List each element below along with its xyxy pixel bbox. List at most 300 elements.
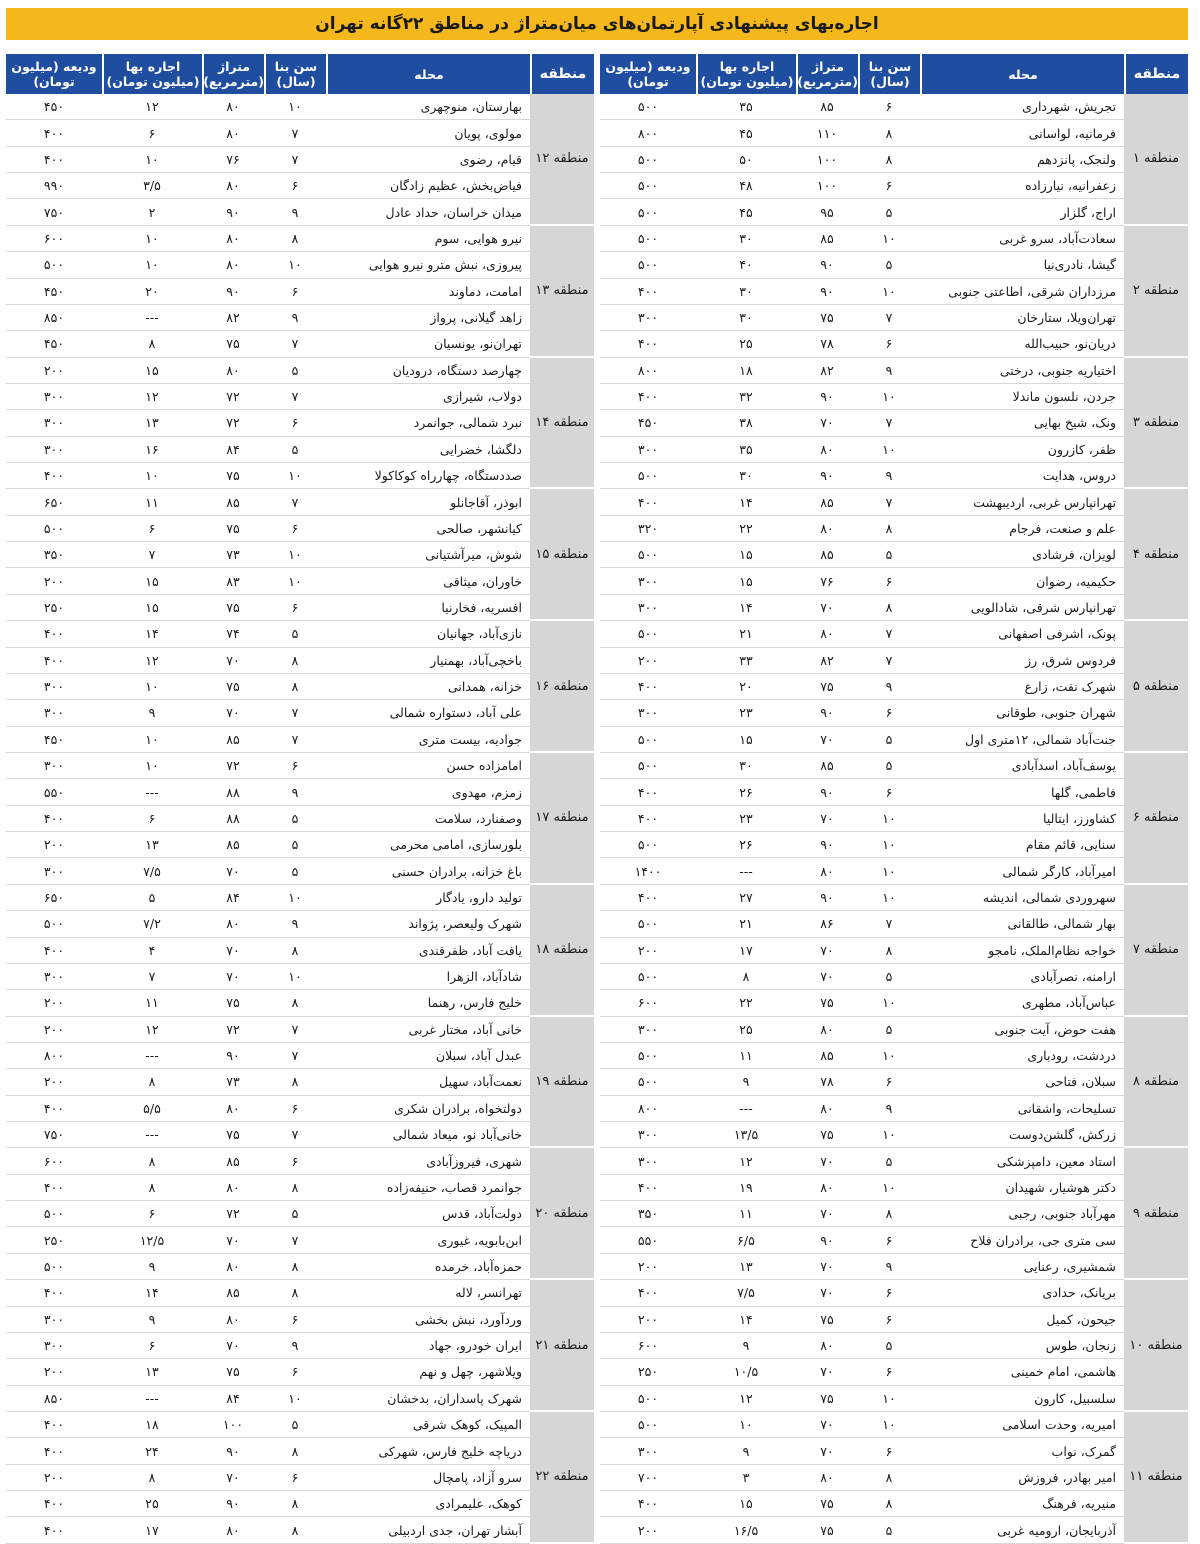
deposit-cell: ۵۰۰ xyxy=(600,226,696,252)
area-cell: ۷۵ xyxy=(796,674,858,700)
table-row xyxy=(6,384,594,410)
deposit-cell: ۹۹۰ xyxy=(6,173,102,199)
neighborhood-cell: شهری، فیروزآبادی xyxy=(326,1148,530,1174)
age-cell: ۶ xyxy=(264,595,326,621)
age-cell: ۶ xyxy=(264,173,326,199)
age-cell: ۸ xyxy=(858,516,920,542)
table-row xyxy=(600,1359,1188,1385)
header-neighborhood: محله xyxy=(326,54,530,94)
rent-cell: --- xyxy=(102,1122,202,1148)
deposit-cell: ۷۵۰ xyxy=(6,199,102,225)
age-cell: ۹ xyxy=(858,674,920,700)
age-cell: ۵ xyxy=(264,358,326,384)
age-cell: ۸ xyxy=(858,1465,920,1491)
age-cell: ۵ xyxy=(264,832,326,858)
rent-cell: ۹ xyxy=(696,1333,796,1359)
deposit-cell: ۲۰۰ xyxy=(6,1465,102,1491)
neighborhood-cell: نبرد شمالی، جوانمرد xyxy=(326,410,530,436)
table-row xyxy=(600,358,1188,384)
rent-cell: ۱۶ xyxy=(102,437,202,463)
table-row xyxy=(6,1412,594,1438)
deposit-cell: ۴۰۰ xyxy=(6,1491,102,1517)
deposit-cell: ۴۰۰ xyxy=(6,648,102,674)
deposit-cell: ۴۰۰ xyxy=(600,489,696,515)
neighborhood-cell: زنجان، طوس xyxy=(920,1333,1124,1359)
table-row xyxy=(600,173,1188,199)
rent-cell: ۷/۵ xyxy=(696,1280,796,1306)
table-row xyxy=(600,990,1188,1016)
area-cell: ۹۰ xyxy=(796,885,858,911)
neighborhood-cell: زاهد گیلانی، پرواز xyxy=(326,305,530,331)
age-cell: ۱۰ xyxy=(858,806,920,832)
neighborhood-cell: وردآورد، نبش بخشی xyxy=(326,1307,530,1333)
table-row xyxy=(600,463,1188,489)
age-cell: ۸ xyxy=(264,1069,326,1095)
region-cell: منطقه ۸ xyxy=(1124,1017,1188,1149)
deposit-cell: ۵۰۰ xyxy=(600,832,696,858)
deposit-cell: ۴۰۰ xyxy=(6,463,102,489)
table-row xyxy=(600,1122,1188,1148)
rent-cell: ۱۴ xyxy=(102,1280,202,1306)
area-cell: ۸۰ xyxy=(796,858,858,884)
rent-cell: --- xyxy=(102,1043,202,1069)
area-cell: ۸۲ xyxy=(796,358,858,384)
rent-cell: ۳۲ xyxy=(696,384,796,410)
age-cell: ۷ xyxy=(858,489,920,515)
area-cell: ۸۶ xyxy=(796,911,858,937)
region-cell: منطقه ۱ xyxy=(1124,94,1188,226)
neighborhood-cell: علم و صنعت، فرجام xyxy=(920,516,1124,542)
neighborhood-cell: نعمت‌آباد، سهیل xyxy=(326,1069,530,1095)
neighborhood-cell: لویزان، فرشادی xyxy=(920,542,1124,568)
rent-cell: ۳۵ xyxy=(696,94,796,120)
age-cell: ۱۰ xyxy=(264,964,326,990)
rent-cell: ۹ xyxy=(696,1438,796,1464)
table-row xyxy=(600,331,1188,357)
deposit-cell: ۴۰۰ xyxy=(600,779,696,805)
neighborhood-cell: خانی‌آباد نو، میعاد شمالی xyxy=(326,1122,530,1148)
neighborhood-cell: آبشار تهران، جدی اردبیلی xyxy=(326,1517,530,1543)
deposit-cell: ۴۵۰ xyxy=(6,727,102,753)
area-cell: ۷۵ xyxy=(202,990,264,1016)
table-row xyxy=(600,94,1188,120)
deposit-cell: ۴۰۰ xyxy=(600,1280,696,1306)
area-cell: ۷۸ xyxy=(796,1069,858,1095)
age-cell: ۹ xyxy=(858,358,920,384)
area-cell: ۷۰ xyxy=(202,648,264,674)
neighborhood-cell: تسلیحات، واشقانی xyxy=(920,1096,1124,1122)
table-row xyxy=(600,648,1188,674)
table-row xyxy=(6,1227,594,1253)
deposit-cell: ۴۵۰ xyxy=(600,410,696,436)
neighborhood-cell: کیانشهر، صالحی xyxy=(326,516,530,542)
header-rent: اجاره بها (میلیون تومان) xyxy=(102,54,202,94)
area-cell: ۷۵ xyxy=(796,1517,858,1543)
age-cell: ۱۰ xyxy=(264,252,326,278)
rent-cell: ۱۰ xyxy=(102,463,202,489)
table-row xyxy=(600,1307,1188,1333)
deposit-cell: ۲۵۰ xyxy=(600,1359,696,1385)
area-cell: ۷۰ xyxy=(796,1201,858,1227)
age-cell: ۶ xyxy=(264,1096,326,1122)
neighborhood-cell: تهران‌ویلا، ستارخان xyxy=(920,305,1124,331)
table-row xyxy=(600,1201,1188,1227)
header-deposit: ودیعه (میلیون تومان) xyxy=(6,54,102,94)
area-cell: ۱۰۰ xyxy=(796,173,858,199)
neighborhood-cell: ولنجک، پانزدهم xyxy=(920,147,1124,173)
neighborhood-cell: وصفنارد، سلامت xyxy=(326,806,530,832)
deposit-cell: ۶۰۰ xyxy=(6,226,102,252)
rent-cell: ۶ xyxy=(102,1201,202,1227)
table-row xyxy=(6,648,594,674)
deposit-cell: ۳۰۰ xyxy=(600,1148,696,1174)
deposit-cell: ۵۰۰ xyxy=(600,727,696,753)
table-row xyxy=(6,1043,594,1069)
deposit-cell: ۴۰۰ xyxy=(600,279,696,305)
age-cell: ۹ xyxy=(858,1254,920,1280)
neighborhood-cell: بریانک، حدادی xyxy=(920,1280,1124,1306)
region-cell: منطقه ۱۸ xyxy=(530,885,594,1017)
header-age: سن بنا (سال) xyxy=(858,54,920,94)
rent-cell: ۴۸ xyxy=(696,173,796,199)
area-cell: ۷۵ xyxy=(202,595,264,621)
rent-cell: ۱۲ xyxy=(696,1386,796,1412)
neighborhood-cell: صددستگاه، چهارراه کوکاکولا xyxy=(326,463,530,489)
age-cell: ۶ xyxy=(858,1359,920,1385)
rent-cell: ۲۵ xyxy=(102,1491,202,1517)
rent-cell: ۴۵ xyxy=(696,199,796,225)
table-row xyxy=(6,964,594,990)
neighborhood-cell: ویلاشهر، چهل و نهم xyxy=(326,1359,530,1385)
table-row xyxy=(600,858,1188,884)
area-cell: ۷۴ xyxy=(202,621,264,647)
neighborhood-cell: علی آباد، دستواره شمالی xyxy=(326,700,530,726)
deposit-cell: ۵۰۰ xyxy=(600,173,696,199)
neighborhood-cell: نیرو هوایی، سوم xyxy=(326,226,530,252)
rent-cell: ۶ xyxy=(102,516,202,542)
deposit-cell: ۴۰۰ xyxy=(6,938,102,964)
rent-cell: ۱۵ xyxy=(102,595,202,621)
deposit-cell: ۵۰۰ xyxy=(600,147,696,173)
age-cell: ۶ xyxy=(858,1438,920,1464)
table-row xyxy=(6,489,594,515)
table-row xyxy=(6,1148,594,1174)
area-cell: ۸۴ xyxy=(202,885,264,911)
area-cell: ۸۰ xyxy=(796,621,858,647)
age-cell: ۸ xyxy=(264,1517,326,1543)
area-cell: ۹۰ xyxy=(796,832,858,858)
deposit-cell: ۴۵۰ xyxy=(6,331,102,357)
rent-cell: --- xyxy=(102,779,202,805)
table-row xyxy=(6,437,594,463)
age-cell: ۷ xyxy=(858,410,920,436)
neighborhood-cell: شوش، میرآشتیانی xyxy=(326,542,530,568)
age-cell: ۹ xyxy=(264,199,326,225)
area-cell: ۸۵ xyxy=(796,753,858,779)
area-cell: ۸۰ xyxy=(202,1096,264,1122)
neighborhood-cell: هاشمی، امام خمینی xyxy=(920,1359,1124,1385)
deposit-cell: ۲۰۰ xyxy=(6,1069,102,1095)
table-row xyxy=(6,1254,594,1280)
deposit-cell: ۲۰۰ xyxy=(600,938,696,964)
rent-cell: ۱۵ xyxy=(696,542,796,568)
deposit-cell: ۶۰۰ xyxy=(6,1148,102,1174)
age-cell: ۷ xyxy=(264,384,326,410)
rent-cell: ۱۲ xyxy=(102,384,202,410)
deposit-cell: ۲۰۰ xyxy=(6,1017,102,1043)
rent-cell: ۳۰ xyxy=(696,463,796,489)
deposit-cell: ۳۰۰ xyxy=(6,1333,102,1359)
rent-cell: ۵/۵ xyxy=(102,1096,202,1122)
deposit-cell: ۳۰۰ xyxy=(6,384,102,410)
region-cell: منطقه ۶ xyxy=(1124,753,1188,885)
age-cell: ۷ xyxy=(264,331,326,357)
age-cell: ۶ xyxy=(264,516,326,542)
age-cell: ۷ xyxy=(264,1122,326,1148)
age-cell: ۵ xyxy=(264,1412,326,1438)
table-row xyxy=(600,1254,1188,1280)
table-row xyxy=(6,779,594,805)
deposit-cell: ۵۰۰ xyxy=(600,1043,696,1069)
neighborhood-cell: اراج، گلزار xyxy=(920,199,1124,225)
rent-cell: ۱۳ xyxy=(102,410,202,436)
rent-table-left xyxy=(6,54,594,1544)
rent-cell: ۱۴ xyxy=(696,1307,796,1333)
area-cell: ۷۰ xyxy=(796,1148,858,1174)
age-cell: ۵ xyxy=(858,542,920,568)
deposit-cell: ۵۰۰ xyxy=(600,1386,696,1412)
deposit-cell: ۵۰۰ xyxy=(6,1201,102,1227)
table-row xyxy=(600,1043,1188,1069)
deposit-cell: ۶۰۰ xyxy=(600,1333,696,1359)
table-row xyxy=(6,1280,594,1306)
area-cell: ۹۵ xyxy=(796,199,858,225)
age-cell: ۶ xyxy=(858,568,920,594)
age-cell: ۷ xyxy=(858,648,920,674)
rent-cell: ۱۴ xyxy=(696,489,796,515)
table-row xyxy=(600,226,1188,252)
table-row xyxy=(6,94,594,120)
area-cell: ۷۰ xyxy=(796,964,858,990)
neighborhood-cell: دروس، هدایت xyxy=(920,463,1124,489)
age-cell: ۵ xyxy=(858,1017,920,1043)
table-row xyxy=(600,1386,1188,1412)
neighborhood-cell: دلگشا، خضرایی xyxy=(326,437,530,463)
region-cell: منطقه ۴ xyxy=(1124,489,1188,621)
age-cell: ۸ xyxy=(264,990,326,1016)
rent-cell: ۲۰ xyxy=(102,279,202,305)
table-row xyxy=(6,858,594,884)
age-cell: ۵ xyxy=(858,252,920,278)
neighborhood-cell: تولید دارو، یادگار xyxy=(326,885,530,911)
table-row xyxy=(6,621,594,647)
age-cell: ۵ xyxy=(264,806,326,832)
rent-cell: ۴ xyxy=(102,938,202,964)
table-row xyxy=(600,753,1188,779)
age-cell: ۸ xyxy=(264,674,326,700)
table-row xyxy=(6,911,594,937)
neighborhood-cell: نازی‌آباد، جهانیان xyxy=(326,621,530,647)
header-age: سن بنا (سال) xyxy=(264,54,326,94)
table-row xyxy=(6,410,594,436)
rent-cell: ۹ xyxy=(102,1307,202,1333)
table-row xyxy=(6,463,594,489)
area-cell: ۷۳ xyxy=(202,1069,264,1095)
age-cell: ۶ xyxy=(264,410,326,436)
deposit-cell: ۵۰۰ xyxy=(6,516,102,542)
rent-cell: ۳۵ xyxy=(696,437,796,463)
rent-cell: ۳۰ xyxy=(696,753,796,779)
area-cell: ۷۵ xyxy=(796,1122,858,1148)
area-cell: ۷۵ xyxy=(796,1491,858,1517)
rent-cell: ۱۰/۵ xyxy=(696,1359,796,1385)
area-cell: ۸۰ xyxy=(796,1333,858,1359)
area-cell: ۷۰ xyxy=(796,938,858,964)
table-row xyxy=(6,1307,594,1333)
area-cell: ۸۸ xyxy=(202,806,264,832)
neighborhood-cell: تهرانپارس غربی، اردیبهشت xyxy=(920,489,1124,515)
area-cell: ۸۰ xyxy=(202,226,264,252)
age-cell: ۵ xyxy=(264,437,326,463)
age-cell: ۶ xyxy=(264,1359,326,1385)
deposit-cell: ۳۰۰ xyxy=(600,437,696,463)
area-cell: ۸۰ xyxy=(202,252,264,278)
neighborhood-cell: چهارصد دستگاه، درودیان xyxy=(326,358,530,384)
area-cell: ۹۰ xyxy=(202,199,264,225)
neighborhood-cell: شهرک نفت، زارع xyxy=(920,674,1124,700)
deposit-cell: ۴۰۰ xyxy=(6,1096,102,1122)
table-row xyxy=(600,779,1188,805)
deposit-cell: ۴۰۰ xyxy=(6,806,102,832)
region-cell: منطقه ۱۲ xyxy=(530,94,594,226)
deposit-cell: ۵۰۰ xyxy=(600,621,696,647)
table-row xyxy=(6,1069,594,1095)
deposit-cell: ۵۰۰ xyxy=(600,542,696,568)
deposit-cell: ۳۰۰ xyxy=(600,700,696,726)
rent-cell: ۱۰ xyxy=(102,147,202,173)
area-cell: ۱۰۰ xyxy=(202,1412,264,1438)
table-row xyxy=(600,305,1188,331)
deposit-cell: ۱۴۰۰ xyxy=(600,858,696,884)
age-cell: ۶ xyxy=(264,1465,326,1491)
table-row xyxy=(600,1096,1188,1122)
deposit-cell: ۵۰۰ xyxy=(6,911,102,937)
deposit-cell: ۵۰۰ xyxy=(6,1254,102,1280)
area-cell: ۷۶ xyxy=(796,568,858,594)
area-cell: ۷۰ xyxy=(796,1412,858,1438)
table-row xyxy=(600,1438,1188,1464)
rent-cell: ۲۰ xyxy=(696,674,796,700)
age-cell: ۸ xyxy=(858,1491,920,1517)
rent-cell: ۱۰ xyxy=(696,1412,796,1438)
neighborhood-cell: دریاچه خلیج فارس، شهرکی xyxy=(326,1438,530,1464)
rent-cell: ۷/۵ xyxy=(102,858,202,884)
neighborhood-cell: گیشا، نادری‌نیا xyxy=(920,252,1124,278)
rent-cell: ۱۰ xyxy=(102,674,202,700)
rent-cell: ۱۰ xyxy=(102,226,202,252)
rent-cell: ۳/۵ xyxy=(102,173,202,199)
area-cell: ۸۵ xyxy=(796,542,858,568)
age-cell: ۶ xyxy=(858,1227,920,1253)
table-row xyxy=(600,885,1188,911)
rent-cell: ۱۰ xyxy=(102,727,202,753)
area-cell: ۷۰ xyxy=(796,1438,858,1464)
deposit-cell: ۴۰۰ xyxy=(6,1280,102,1306)
table-row xyxy=(600,1069,1188,1095)
neighborhood-cell: امیریه، وحدت اسلامی xyxy=(920,1412,1124,1438)
region-cell: منطقه ۳ xyxy=(1124,358,1188,490)
rent-cell: ۵ xyxy=(102,885,202,911)
neighborhood-cell: زعفرانیه، نیارزاده xyxy=(920,173,1124,199)
age-cell: ۸ xyxy=(858,120,920,146)
age-cell: ۷ xyxy=(264,489,326,515)
age-cell: ۱۰ xyxy=(858,437,920,463)
table-row xyxy=(6,806,594,832)
table-row xyxy=(6,674,594,700)
header-area: متراژ (مترمربع) xyxy=(796,54,858,94)
table-row xyxy=(600,1148,1188,1174)
age-cell: ۹ xyxy=(858,1096,920,1122)
left-panel xyxy=(6,54,594,1544)
deposit-cell: ۵۰۰ xyxy=(600,964,696,990)
age-cell: ۱۰ xyxy=(858,1386,920,1412)
age-cell: ۱۰ xyxy=(264,885,326,911)
rent-cell: ۳ xyxy=(696,1465,796,1491)
area-cell: ۸۵ xyxy=(202,832,264,858)
deposit-cell: ۲۰۰ xyxy=(600,648,696,674)
area-cell: ۸۵ xyxy=(202,1280,264,1306)
rent-cell: ۱۲/۵ xyxy=(102,1227,202,1253)
area-cell: ۸۰ xyxy=(202,1307,264,1333)
deposit-cell: ۲۵۰ xyxy=(6,1227,102,1253)
rent-cell: ۲۳ xyxy=(696,806,796,832)
age-cell: ۶ xyxy=(264,1148,326,1174)
rent-cell: ۱۶/۵ xyxy=(696,1517,796,1543)
rent-cell: ۲ xyxy=(102,199,202,225)
neighborhood-cell: کشاورز، ایتالیا xyxy=(920,806,1124,832)
area-cell: ۹۰ xyxy=(796,1227,858,1253)
age-cell: ۶ xyxy=(858,1307,920,1333)
neighborhood-cell: المپیک، کوهک شرقی xyxy=(326,1412,530,1438)
rent-cell: ۲۲ xyxy=(696,516,796,542)
neighborhood-cell: خاوران، میثاقی xyxy=(326,568,530,594)
rent-cell: ۱۵ xyxy=(102,358,202,384)
rent-cell: ۸ xyxy=(102,1069,202,1095)
deposit-cell: ۵۵۰ xyxy=(6,779,102,805)
age-cell: ۷ xyxy=(264,727,326,753)
area-cell: ۸۰ xyxy=(202,911,264,937)
table-row xyxy=(600,1491,1188,1517)
age-cell: ۵ xyxy=(264,1201,326,1227)
region-cell: منطقه ۲۰ xyxy=(530,1148,594,1280)
age-cell: ۶ xyxy=(858,1280,920,1306)
rent-cell: --- xyxy=(696,858,796,884)
header-region: منطقه xyxy=(530,54,594,94)
right-panel xyxy=(600,54,1188,1544)
deposit-cell: ۳۰۰ xyxy=(600,1017,696,1043)
area-cell: ۷۰ xyxy=(202,938,264,964)
rent-cell: ۶ xyxy=(102,120,202,146)
neighborhood-cell: شهرک پاسداران، بدخشان xyxy=(326,1386,530,1412)
region-cell: منطقه ۱۴ xyxy=(530,358,594,490)
table-row xyxy=(6,279,594,305)
rent-cell: ۹ xyxy=(696,1069,796,1095)
area-cell: ۷۲ xyxy=(202,1017,264,1043)
neighborhood-cell: جردن، نلسون ماندلا xyxy=(920,384,1124,410)
table-row xyxy=(600,199,1188,225)
deposit-cell: ۵۰۰ xyxy=(600,1069,696,1095)
age-cell: ۷ xyxy=(264,700,326,726)
